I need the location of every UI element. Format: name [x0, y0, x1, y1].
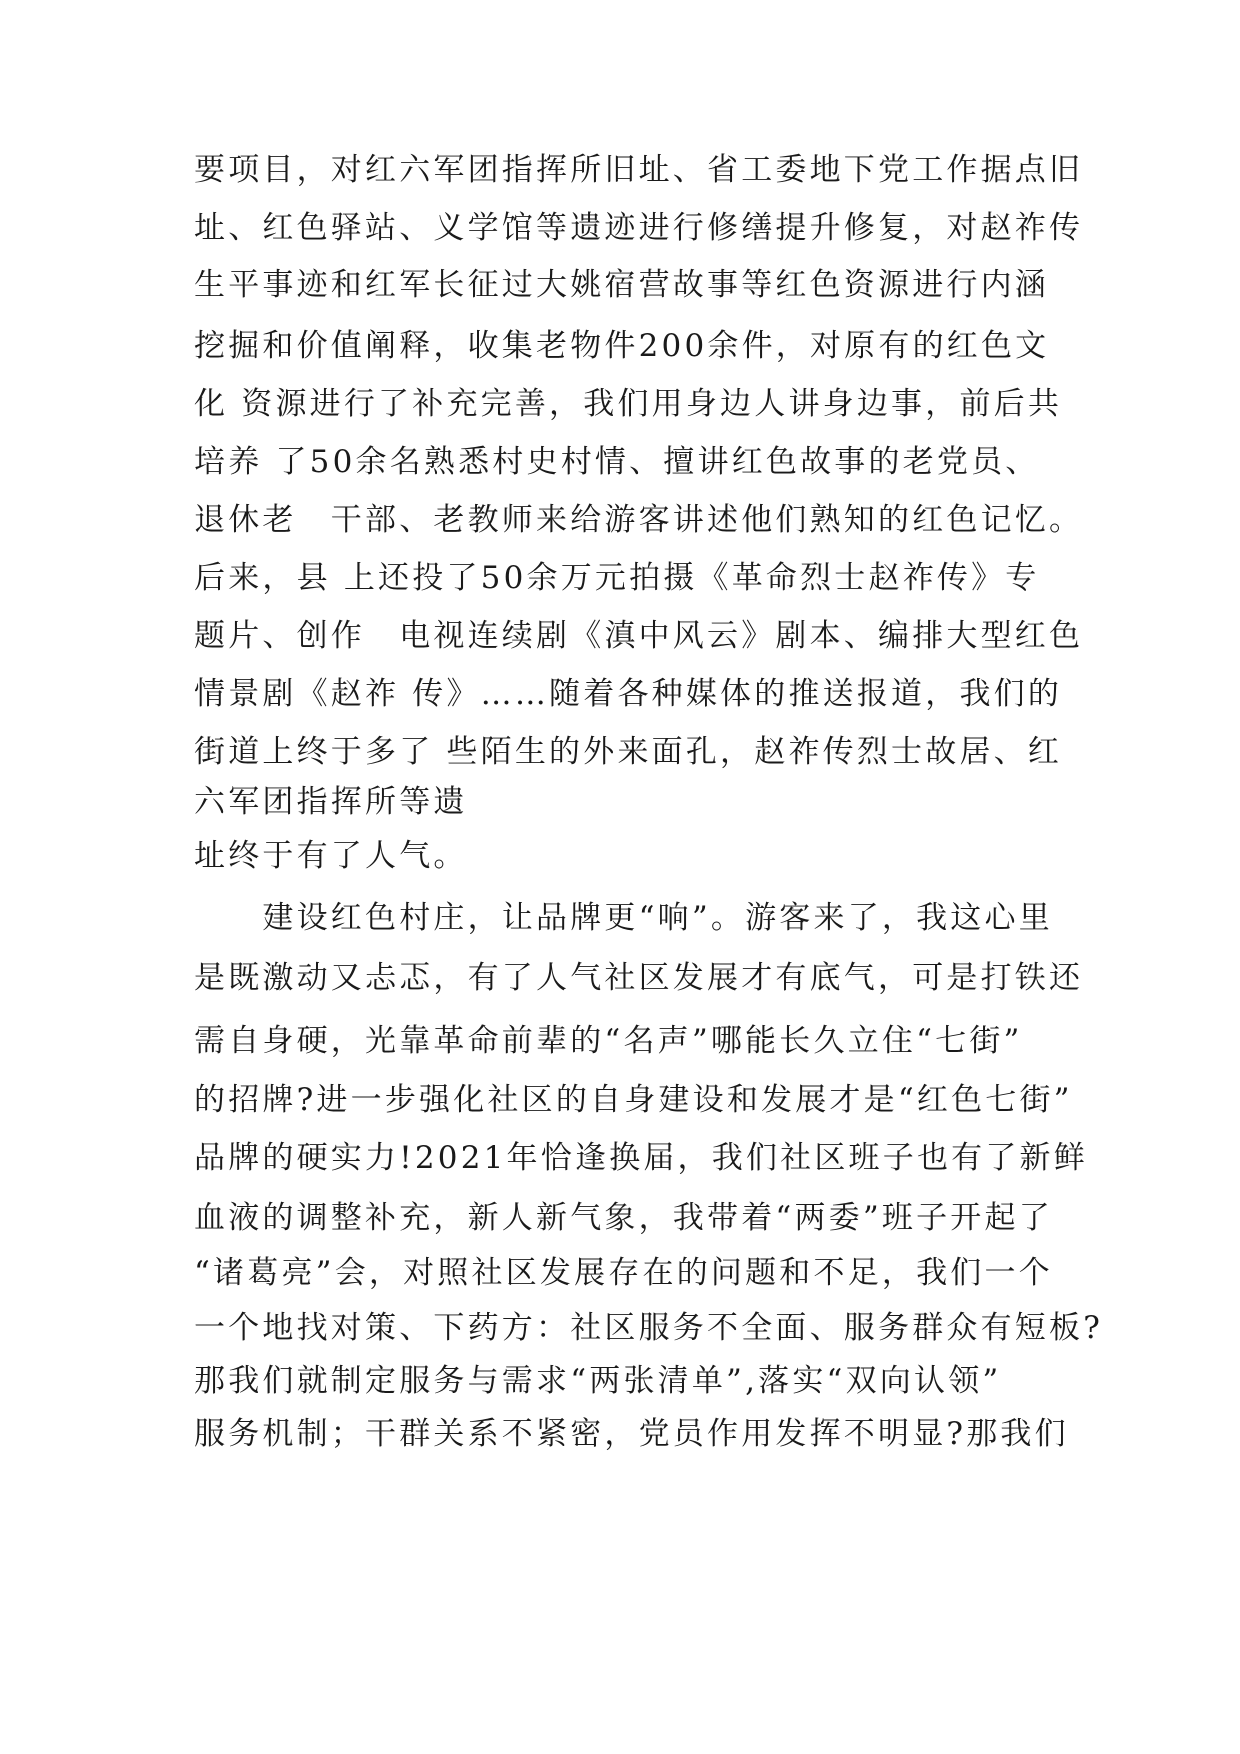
- text-line: “诸葛亮”会，对照社区发展存在的问题和不足，我们一个: [194, 1255, 1053, 1291]
- text-line: 题片、创作 电视连续剧《滇中风云》剧本、编排大型红色: [194, 618, 1084, 654]
- text-line: 要项目，对红六军团指挥所旧址、省工委地下党工作据点旧: [194, 152, 1084, 188]
- text-line: 服务机制；干群关系不紧密，党员作用发挥不明显?那我们: [194, 1416, 1069, 1452]
- text-line: 挖掘和价值阐释，收集老物件200余件，对原有的红色文: [194, 328, 1050, 364]
- text-line: 的招牌?进一步强化社区的自身建设和发展才是“红色七街”: [194, 1082, 1073, 1118]
- text-line: 血液的调整补充，新人新气象，我带着“两委”班子开起了: [194, 1200, 1053, 1236]
- text-line: 那我们就制定服务与需求“两张清单”,落实“双向认领”: [194, 1363, 1002, 1399]
- text-line: 培养 了50余名熟悉村史村情、擅讲红色故事的老党员、: [194, 444, 1040, 480]
- text-line: 后来，县 上还投了50余万元拍摄《革命烈士赵祚传》专: [194, 560, 1040, 596]
- text-line: 是既激动又忐忑，有了人气社区发展才有底气，可是打铁还: [194, 960, 1084, 996]
- text-line: 情景剧《赵祚 传》……随着各种媒体的推送报道，我们的: [194, 676, 1063, 712]
- text-line: 退休老 干部、老教师来给游客讲述他们熟知的红色记忆。: [194, 502, 1084, 538]
- text-line: 需自身硬，光靠革命前辈的“名声”哪能长久立住“七街”: [194, 1023, 1023, 1059]
- paragraph-start-line: 建设红色村庄，让品牌更“响”。游客来了，我这心里: [194, 900, 1053, 936]
- text-line: 址、红色驿站、义学馆等遗迹进行修缮提升修复，对赵祚传: [194, 210, 1084, 246]
- text-line: 址终于有了人气。: [194, 838, 468, 874]
- text-line: 化 资源进行了补充完善，我们用身边人讲身边事，前后共: [194, 386, 1063, 422]
- text-line: 品牌的硬实力!2021年恰逢换届，我们社区班子也有了新鲜: [194, 1140, 1088, 1176]
- text-line: 一个地找对策、下药方：社区服务不全面、服务群众有短板?: [194, 1310, 1104, 1346]
- text-line: 六军团指挥所等遗: [194, 784, 468, 820]
- text-line: 生平事迹和红军长征过大姚宿营故事等红色资源进行内涵: [194, 267, 1049, 303]
- text-line: 街道上终于多了 些陌生的外来面孔，赵祚传烈士故居、红: [194, 734, 1063, 770]
